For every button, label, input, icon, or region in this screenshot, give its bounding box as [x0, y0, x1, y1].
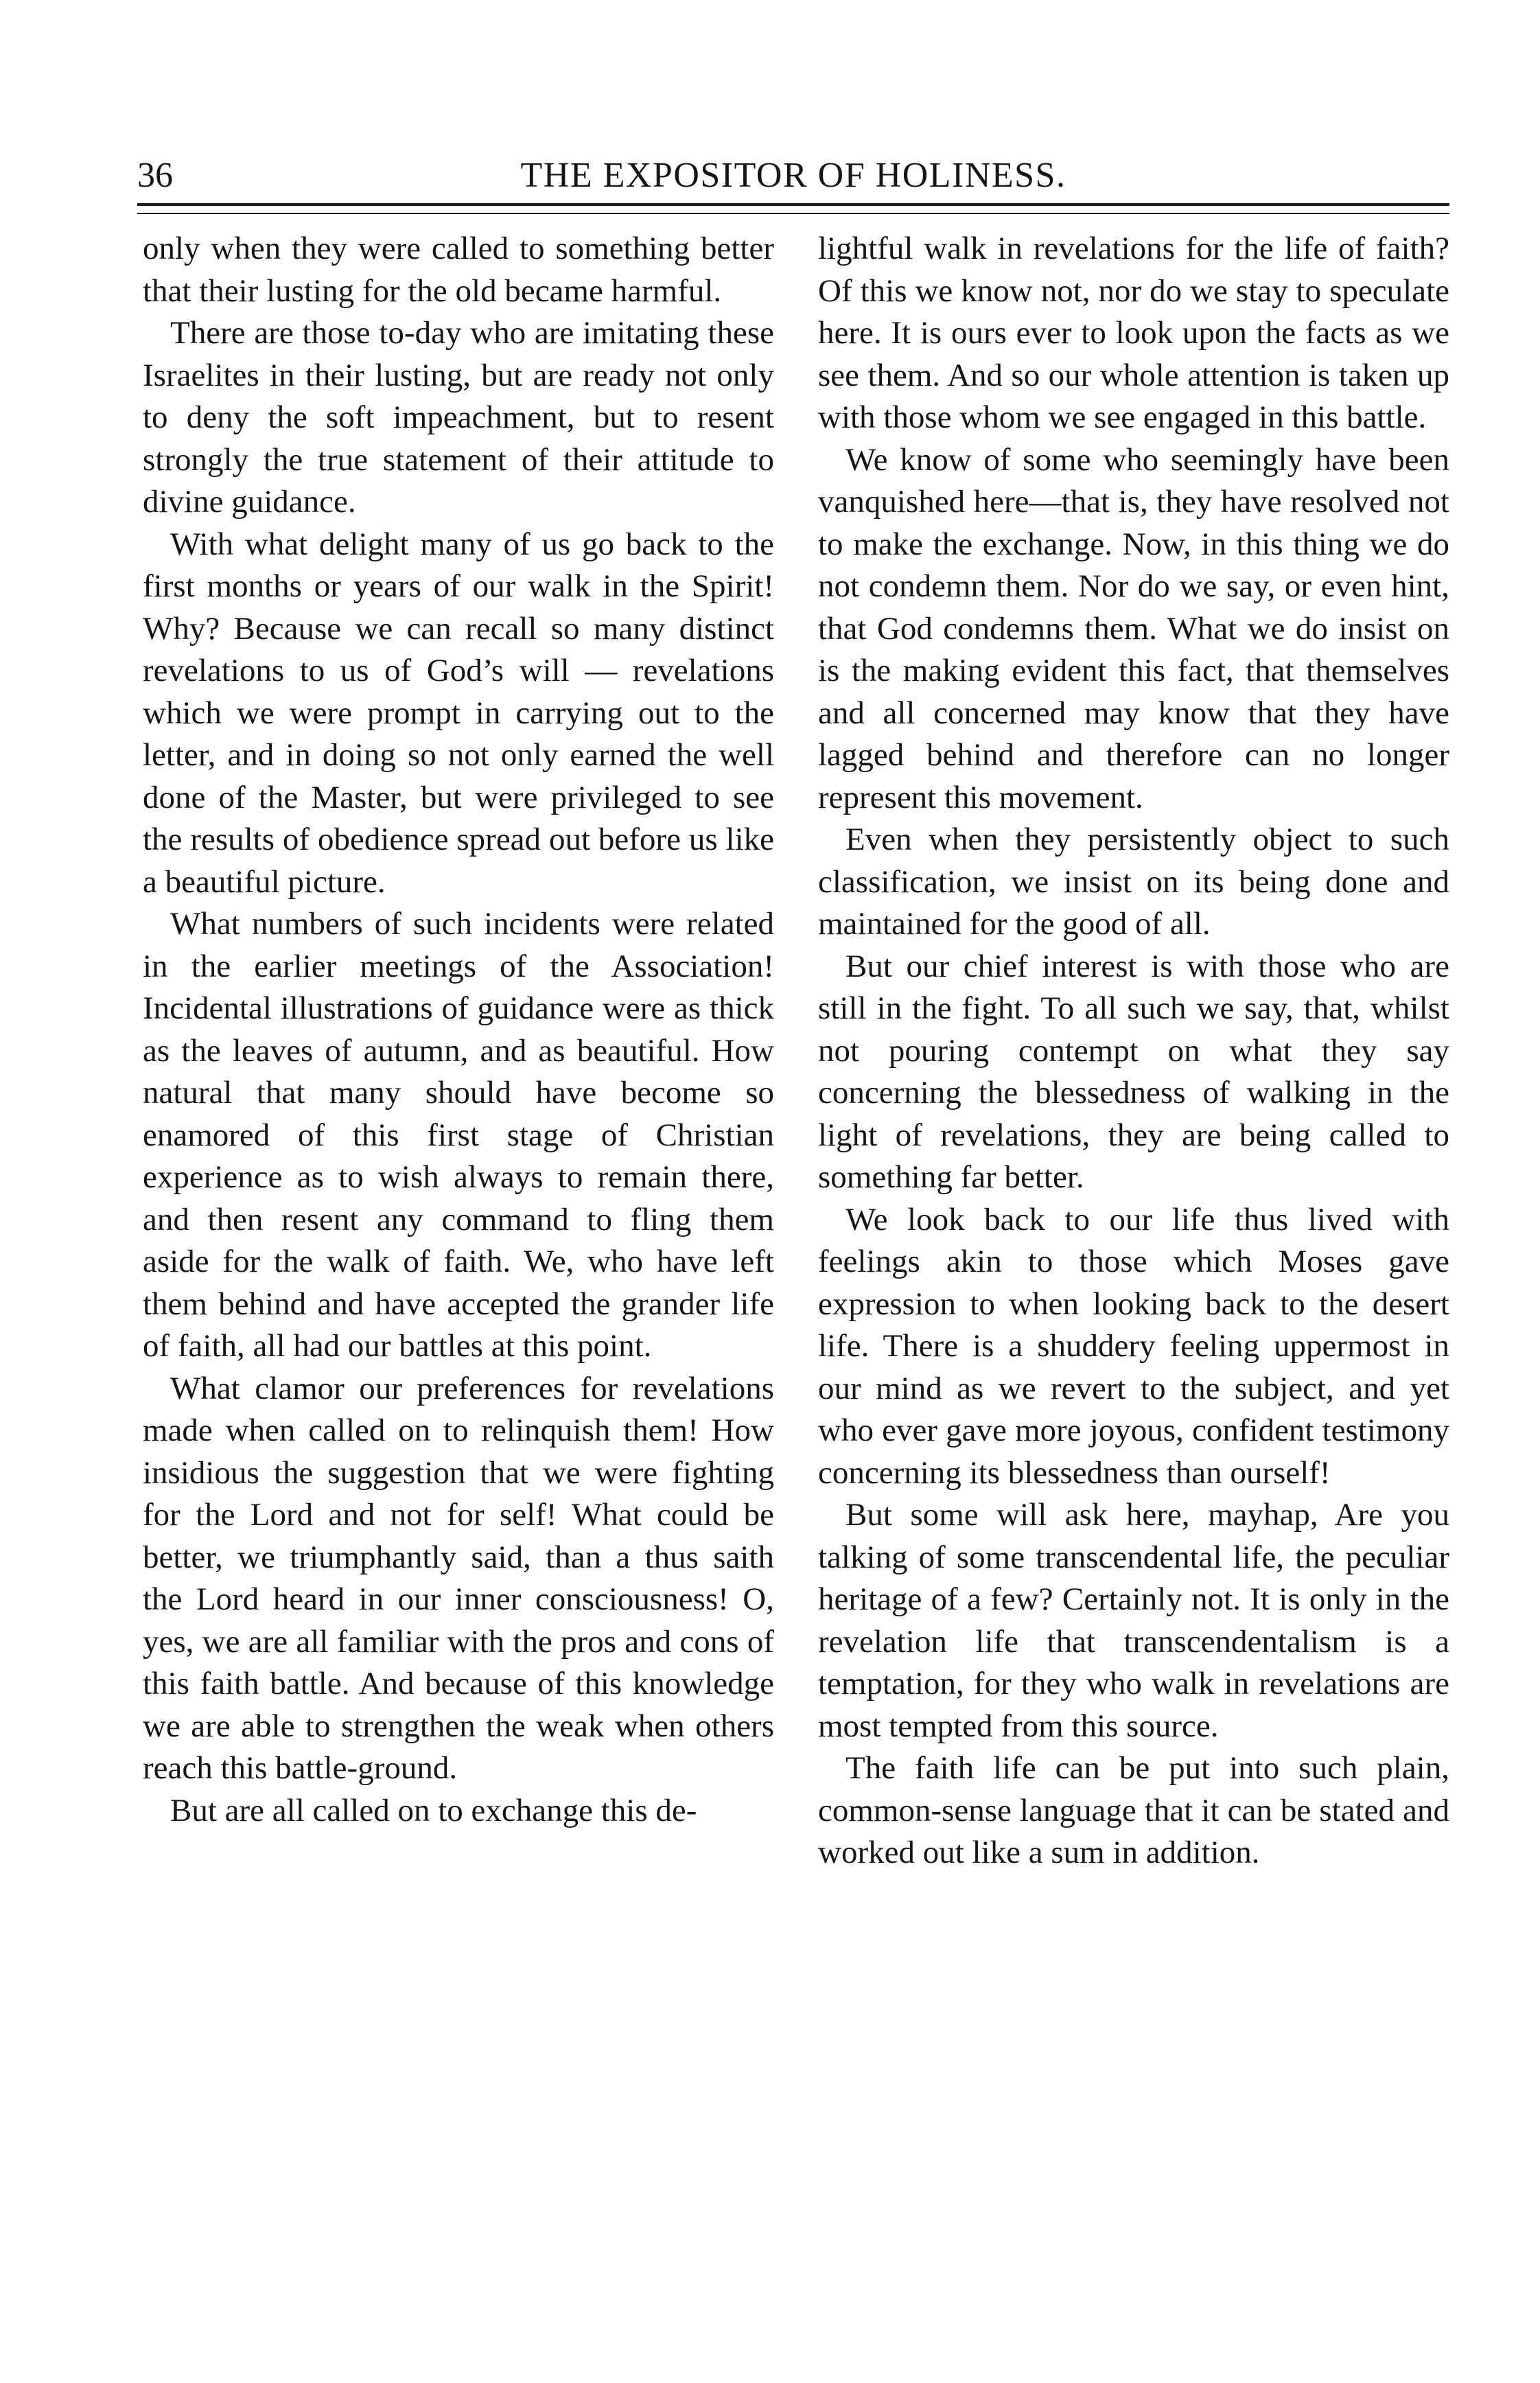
paragraph: There are those to-day who are imitating these Israelites in their lusting, but are ready not only to deny the soft impeachment, but to resent strongly the true statement of their attitude to divine guidance. [143, 315, 774, 520]
paragraph: The faith life can be put into such plain, common-sense language that it can be stated and worked out like a sum in addition. [818, 1750, 1449, 1870]
paragraph: We know of some who seemingly have been vanquished here—that is, they have resolved not to make the exchange. Now, in this thing we do not condemn them. Nor do we say, or even hint, that God condemns them. What we do insist on is the making evident this fact, that themselves and all concerned may know that they have lagged behind and therefore can no longer represent this movement. [818, 441, 1449, 815]
paragraph: What clamor our preferences for revelations made when called on to relinquish them! How insidious the suggestion that we were fighting for the Lord and not for self! What could be better, we triumphantly said, than a thus saith the Lord heard in our inner consciousness! O, yes, we are all familiar with the pros and cons of this faith battle. And because of this knowledge we are able to strengthen the weak when others reach this battle-ground. [143, 1370, 774, 1786]
paragraph: But our chief interest is with those who are still in the fight. To all such we say, that, whilst not pouring contempt on what they say concerning the blessedness of walking in the light of revelations, they are being called to something far better. [818, 948, 1449, 1195]
page-number: 36 [137, 156, 173, 195]
paragraph: With what delight many of us go back to the first months or years of our walk in the Spirit! Why? Because we can recall so many distinct revelations to us of God’s will — revelations which we were prompt in carrying out to the letter, and in doing so not only earned the well done of the Master, but were privileged to see the results of obedience spread out before us like a beautiful picture. [143, 526, 774, 900]
left-column [143, 228, 774, 1832]
running-title: THE EXPOSITOR OF HOLINESS. [520, 156, 1066, 195]
paragraph: What numbers of such incidents were related in the earlier meetings of the Association! Incidental illustrations of guidance were as thick as the leaves of autumn, and as beautiful. How natural that many should have become so enamored of this first stage of Christian experience as to wish always to remain there, and then resent any command to fling them aside for the walk of faith. We, who have left them behind and have accepted the grander life of faith, all had our battles at this point. [143, 906, 774, 1364]
right-column [818, 228, 1449, 1874]
paragraph: We look back to our life thus lived with feelings akin to those which Moses gave expression to when looking back to the desert life. There is a shuddery feeling uppermost in our mind as we revert to the subject, and yet who ever gave more joyous, confident testimony concerning its blessedness than ourself! [818, 1201, 1449, 1491]
paragraph: But some will ask here, mayhap, Are you talking of some transcendental life, the peculiar heritage of a few? Certainly not. It is only in the revelation life that transcendentalism is a temptation, for they who walk in revelations are most tempted from this source. [818, 1497, 1449, 1744]
header-rule-thick [137, 203, 1449, 206]
page-header [137, 146, 1449, 200]
paragraph: But are all called on to exchange this de- [170, 1792, 697, 1828]
paragraph: only when they were called to something better that their lusting for the old became harmful. [143, 231, 774, 309]
header-rule-thin [137, 213, 1449, 214]
paragraph: Even when they persistently object to such classification, we insist on its being done and maintained for the good of all. [818, 822, 1449, 942]
paragraph: lightful walk in revelations for the life of faith? Of this we know not, nor do we stay to speculate here. It is ours ever to look upon the facts as we see them. And so our whole attention is taken up with those whom we see engaged in this battle. [818, 231, 1449, 435]
